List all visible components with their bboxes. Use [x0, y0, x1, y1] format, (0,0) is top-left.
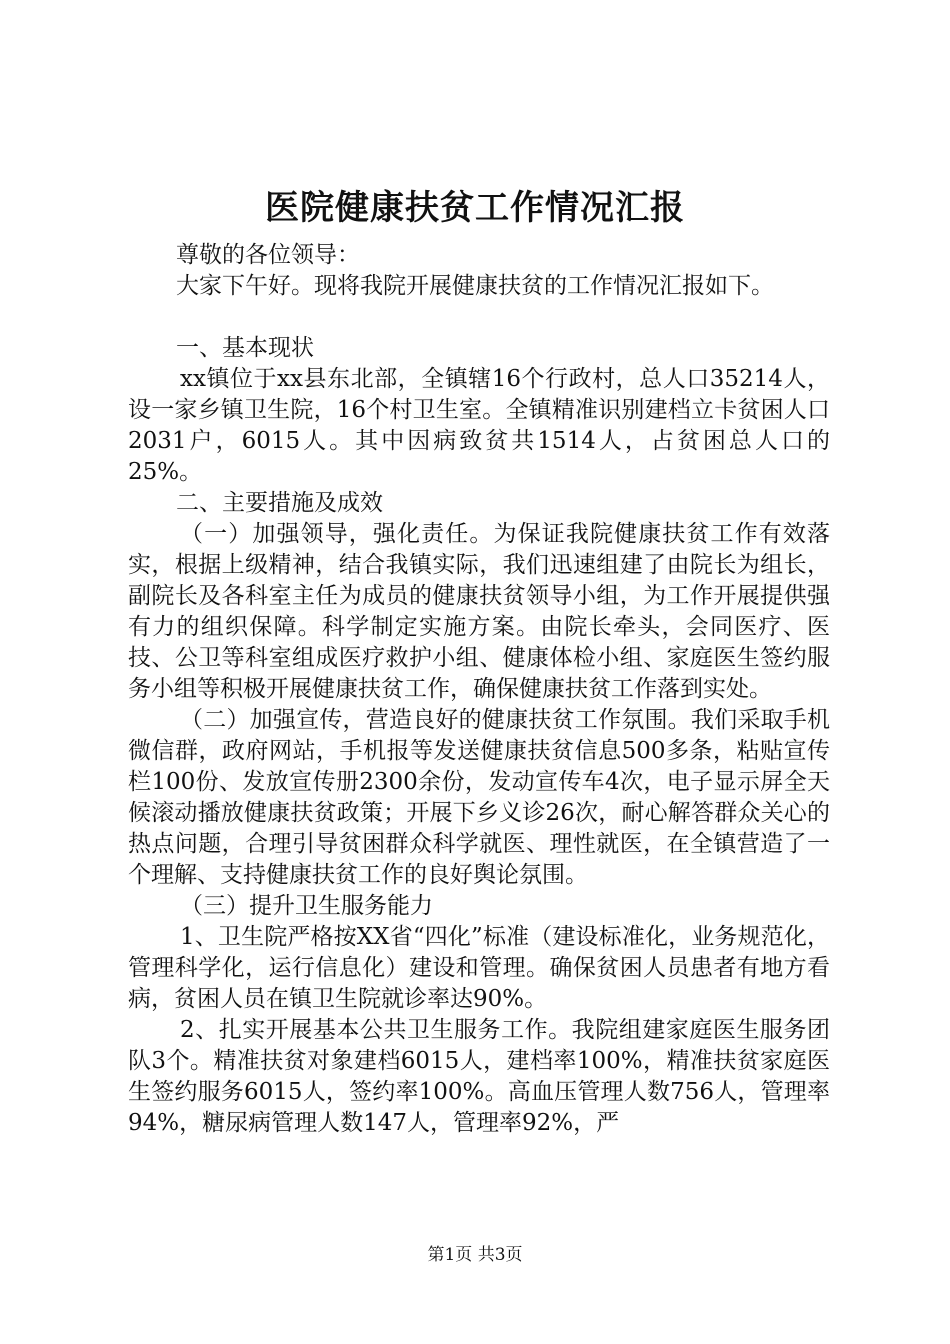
subsection2-paragraph: （二）加强宣传，营造良好的健康扶贫工作氛围。我们采取手机微信群，政府网站，手机报等发送健康扶贫信息500多条，粘贴宣传栏100份、发放宣传册2300余份，发动宣传车4次，电子显示屏全天候滚动播放健康扶贫政策；开展下乡义诊26次，耐心解答群众关心的热点问题，合理引导贫困群众科学就医、理性就医，在全镇营造了一个理解、支持健康扶贫工作的良好舆论氛围。	[128, 707, 830, 888]
section1-heading: 一、基本现状	[176, 335, 314, 361]
document-body	[128, 240, 830, 1139]
item2-paragraph: 2、扎实开展基本公共卫生服务工作。我院组建家庭医生服务团队3个。精准扶贫对象建档6015人，建档率100%，精准扶贫家庭医生签约服务6015人，签约率100%。高血压管理人数756人，管理率94%，糖尿病管理人数147人，管理率92%，严	[128, 1017, 830, 1136]
blank-line	[128, 302, 830, 333]
document-title: 医院健康扶贫工作情况汇报	[265, 188, 685, 228]
subsection1-paragraph: （一）加强领导，强化责任。为保证我院健康扶贫工作有效落实，根据上级精神，结合我镇实际，我们迅速组建了由院长为组长，副院长及各科室主任为成员的健康扶贫领导小组，为工作开展提供强有力的组织保障。科学制定实施方案。由院长牵头，会同医疗、医技、公卫等科室组成医疗救护小组、健康体检小组、家庭医生签约服务小组等积极开展健康扶贫工作，确保健康扶贫工作落到实处。	[128, 521, 830, 702]
subsection3-heading: （三）提升卫生服务能力	[180, 893, 433, 919]
salutation: 尊敬的各位领导：	[176, 242, 360, 268]
item1-paragraph: 1、卫生院严格按XX省“四化”标准（建设标准化，业务规范化，管理科学化，运行信息化）建设和管理。确保贫困人员患者有地方看病，贫困人员在镇卫生院就诊率达90%。	[128, 924, 830, 1012]
page-footer: 第1页 共3页	[427, 1245, 523, 1265]
section1-paragraph: xx镇位于xx县东北部，全镇辖16个行政村，总人口35214人，设一家乡镇卫生院，16个村卫生室。全镇精准识别建档立卡贫困人口2031户，6015人。其中因病致贫共1514人，占贫困总人口的25%。	[128, 366, 830, 485]
greeting: 大家下午好。现将我院开展健康扶贫的工作情况汇报如下。	[176, 273, 774, 299]
section2-heading: 二、主要措施及成效	[176, 490, 383, 516]
